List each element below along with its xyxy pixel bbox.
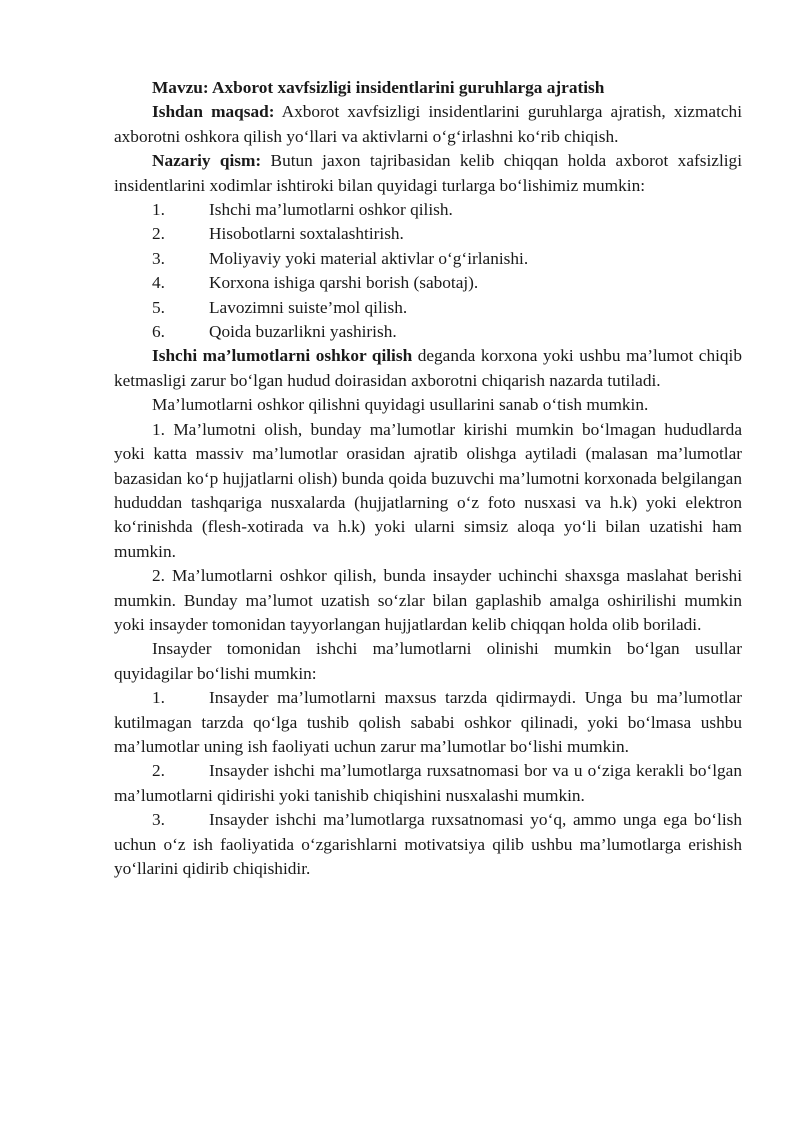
method-2-paragraph: 2. Ma’lumotlarni oshkor qilish, bunda insayder uchinchi shaxsga maslahat berishi mumkin. Bunday ma’lumot uzatish so‘zlar bilan gaplashib amalga oshirilishi mumkin yoki insayder tomonidan tayyorlangan hujjatlardan kelib chiqqan holda olib boriladi. <box>114 566 742 634</box>
list-item <box>114 320 742 344</box>
insider-intro-paragraph: Insayder tomonidan ishchi ma’lumotlarni olinishi mumkin bo‘lgan usullar quyidagilar bo‘lishi mumkin: <box>114 639 742 683</box>
insider-method-paragraph <box>114 759 742 808</box>
list-item-text: Hisobotlarni soxtalashtirish. <box>209 224 404 244</box>
insider-method-paragraph <box>114 808 742 881</box>
list-item-number: 3. <box>152 248 165 268</box>
disclosure-definition-term: Ishchi ma’lumotlarni oshkor qilish <box>152 346 413 366</box>
list-item <box>114 198 742 222</box>
list-item <box>114 271 742 295</box>
list-item-number: 2. <box>152 761 165 781</box>
list-item-number: 6. <box>152 322 165 342</box>
incident-types-list <box>114 198 742 344</box>
goal-text: Axborot xavfsizligi insidentlarini guruhlarga ajratish, xizmatchi axborotni oshkora qilish yo‘llari va aktivlarni o‘g‘irlashni ko‘rib chiqish. <box>114 102 742 146</box>
list-item-number: 3. <box>152 810 165 830</box>
list-item-text: Insayder ma’lumotlarni maxsus tarzda qidirmaydi. Unga bu ma’lumotlar kutilmagan tarzda qo‘lga tushib qolish sababi oshkor qilinadi, yoki bo‘lmasa ushbu ma’lumotlar uning ish faoliyati uchun zarur ma’lumotlar bo‘lishi mumkin. <box>114 688 742 756</box>
theory-text: Butun jaxon tajribasidan kelib chiqqan holda axborot xafsizligi insidentlarini xodimlar ishtiroki bilan quyidagi turlarga bo‘lishimiz mumkin: <box>114 151 742 195</box>
list-item-number: 1. <box>152 200 165 220</box>
methods-intro-paragraph: Ma’lumotlarni oshkor qilishni quyidagi usullarini sanab o‘tish mumkin. <box>152 395 649 415</box>
list-item-text: Ishchi ma’lumotlarni oshkor qilish. <box>209 200 453 220</box>
list-item-text: Moliyaviy yoki material aktivlar o‘g‘irlanishi. <box>209 248 529 268</box>
disclosure-definition-paragraph <box>114 344 742 393</box>
list-item-text: Insayder ishchi ma’lumotlarga ruxsatnomasi bor va u o‘ziga kerakli bo‘lgan ma’lumotlarni qidirishi yoki tanishib chiqishini nusxalashi mumkin. <box>114 761 742 805</box>
theory-label: Nazariy qism: <box>152 151 262 171</box>
theory-paragraph <box>114 149 742 198</box>
list-item-text: Lavozimni suiste’mol qilish. <box>209 297 408 317</box>
goal-paragraph <box>114 100 742 149</box>
list-item-number: 1. <box>152 688 165 708</box>
insider-method-paragraph <box>114 686 742 759</box>
list-item <box>114 247 742 271</box>
list-item-text: Korxona ishiga qarshi borish (sabotaj). <box>209 273 479 293</box>
method-1-paragraph: 1. Ma’lumotni olish, bunday ma’lumotlar kirishi mumkin bo‘lmagan hududlarda yoki katta massiv ma’lumotlar orasidan ajratib olishga aytiladi (malasan ma’lumotlar bazasidan ko‘p hujjatlarni olish) bunda qoida buzuvchi ma’lumotni korxonada belgilangan hududdan tashqariga nusxalarda (hujjatlarning o‘z foto nusxasi va h.k) yoki elektron ko‘rinishda (flesh-xotirada va h.k) yoki ularni simsiz aloqa yo‘li bilan uzatishi ham mumkin. <box>114 419 742 561</box>
list-item <box>114 296 742 320</box>
list-item-number: 5. <box>152 297 165 317</box>
goal-label: Ishdan maqsad: <box>152 102 275 122</box>
disclosure-definition-text: deganda korxona yoki ushbu ma’lumot chiqib ketmasligi zarur bo‘lgan hudud doirasidan axborotni chiqarish nazarda tutiladi. <box>114 346 742 390</box>
list-item-text: Insayder ishchi ma’lumotlarga ruxsatnomasi yo‘q, ammo unga ega bo‘lish uchun o‘z ish faoliyatida o‘zgarishlarni motivatsiya qilib ushbu ma’lumotlarga erishish yo‘llarini qidirib chiqishidir. <box>114 810 742 878</box>
list-item-number: 4. <box>152 273 165 293</box>
list-item-number: 2. <box>152 224 165 244</box>
list-item <box>114 222 742 246</box>
list-item-text: Qoida buzarlikni yashirish. <box>209 322 397 342</box>
document-title: Mavzu: Axborot xavfsizligi insidentlarini guruhlarga ajratish <box>152 78 605 97</box>
